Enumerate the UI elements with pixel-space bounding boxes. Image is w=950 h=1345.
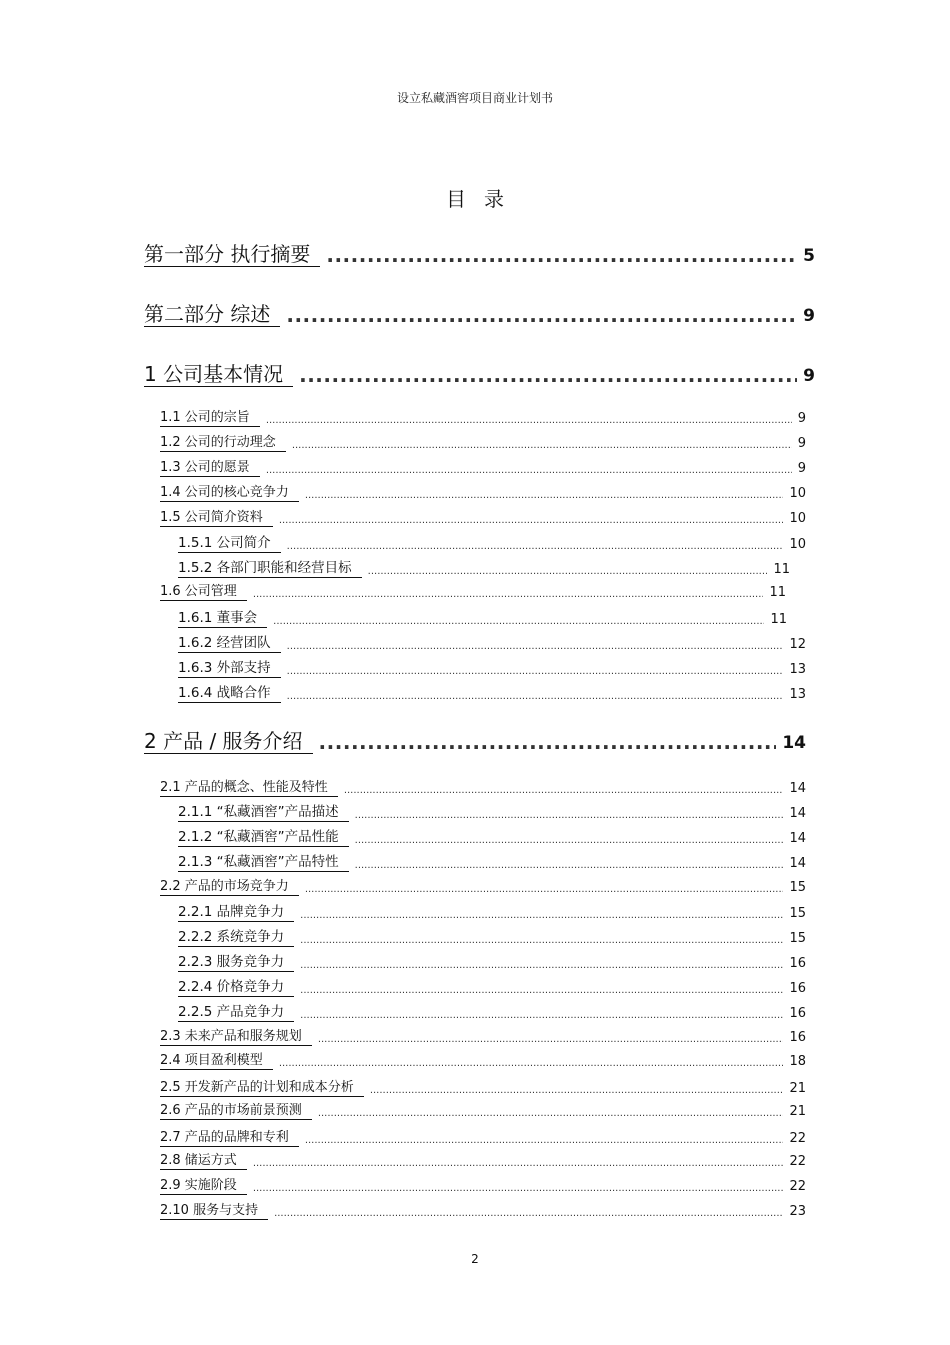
toc-entry-page: 13 [789,686,806,702]
toc-entry-label[interactable]: 1.6.3 外部支持 [178,661,281,678]
toc-leader-dots [305,1135,784,1147]
toc-leader-dots [292,440,792,452]
toc-entry[interactable] [144,303,815,327]
page-number: 2 [471,1252,479,1266]
toc-leader-dots [355,835,784,847]
toc-leader-dots [355,860,784,872]
toc-entry-page: 16 [789,1005,806,1021]
toc-entry-page: 9 [803,366,815,387]
toc-leader-dots [300,910,783,922]
toc-entry-label[interactable]: 2.2.3 服务竞争力 [178,955,294,972]
toc-entry-page: 14 [789,855,806,871]
toc-entry-page: 22 [789,1154,806,1169]
toc-leader-dots [305,884,784,896]
toc-leader-dots [355,810,784,822]
toc-entry-label[interactable]: 1.6.2 经营团队 [178,636,281,653]
toc-entry[interactable] [160,1204,806,1220]
toc-entry-page: 9 [797,436,806,451]
toc-entry-page: 11 [773,561,790,577]
toc-entry[interactable] [178,636,806,653]
toc-entry-label[interactable]: 1.5 公司简介资料 [160,511,273,527]
toc-entry-label[interactable]: 2.2.4 价格竞争力 [178,980,294,997]
toc-entry-page: 13 [789,661,806,677]
toc-entry-page: 10 [789,511,806,526]
toc-leader-dots [344,785,784,797]
toc-leader-dots [318,1034,784,1046]
toc-entry-page: 14 [782,733,806,754]
toc-entry-label[interactable]: 1.5.2 各部门职能和经营目标 [178,561,362,578]
toc-leader-dots [274,1208,783,1220]
toc-leader-dots [287,641,784,653]
toc-entry[interactable] [160,1054,806,1070]
toc-entry[interactable] [160,511,806,527]
toc-entry[interactable] [160,436,806,452]
toc-entry-label[interactable]: 2.4 项目盈利模型 [160,1054,273,1070]
toc-entry-label[interactable]: 1.5.1 公司简介 [178,536,281,553]
toc-entry-page: 9 [797,411,806,426]
toc-leader-dots [300,935,783,947]
toc-entry-label[interactable]: 1.6 公司管理 [160,585,247,601]
toc-entry-label[interactable]: 第二部分 综述 [144,303,280,327]
toc-entry[interactable] [160,1131,806,1147]
toc-entry[interactable] [178,536,806,553]
toc-entry-label[interactable]: 2.1.2 “私藏酒窖”产品性能 [178,830,349,847]
toc-leader-dots [300,960,783,972]
toc-entry-page: 9 [803,306,815,327]
toc-leader-dots [326,244,797,267]
toc-leader-dots [287,691,784,703]
toc-entry-page: 23 [789,1204,806,1219]
toc-entry-page: 14 [789,781,806,796]
toc-entry-label[interactable]: 1.3 公司的愿景 [160,461,260,477]
toc-entry[interactable] [160,411,806,427]
toc-entry-label[interactable]: 2.3 未来产品和服务规划 [160,1030,312,1046]
toc-entry-page: 10 [789,486,806,501]
toc-entry[interactable] [178,661,806,678]
toc-leader-dots [368,566,768,578]
toc-entry[interactable] [178,830,806,847]
toc-leader-dots [300,985,783,997]
toc-entry-page: 16 [789,955,806,971]
toc-leader-dots [370,1085,784,1097]
toc-leader-dots [279,1058,784,1070]
toc-entry-page: 5 [803,246,815,267]
toc-entry-label[interactable]: 2.1.3 “私藏酒窖”产品特性 [178,855,349,872]
toc-entry-label[interactable]: 2.2.2 系统竞争力 [178,930,294,947]
toc-entry-label[interactable]: 第一部分 执行摘要 [144,243,320,267]
toc-entry-page: 15 [789,880,806,895]
toc-entry[interactable] [160,461,806,477]
toc-entry-page: 21 [789,1104,806,1119]
toc-entry[interactable] [144,243,815,267]
toc-entry-label[interactable]: 2.9 实施阶段 [160,1179,247,1195]
toc-entry[interactable] [178,805,806,822]
toc-leader-dots [318,1108,784,1120]
toc-entry-label[interactable]: 2.2.5 产品竞争力 [178,1005,294,1022]
toc-entry-label[interactable]: 1 公司基本情况 [144,363,293,387]
toc-entry[interactable] [160,880,806,896]
toc-entry-label[interactable]: 1.4 公司的核心竞争力 [160,486,299,502]
toc-entry[interactable] [160,585,786,601]
toc-entry-page: 11 [769,585,786,600]
toc-entry-page: 16 [789,1030,806,1045]
toc-leader-dots [286,304,797,327]
toc-entry-page: 10 [789,536,806,552]
toc-leader-dots [279,515,784,527]
toc-entry[interactable] [160,1104,806,1120]
toc-entry-label[interactable]: 2.1 产品的概念、性能及特性 [160,781,338,797]
toc-entry-page: 9 [797,461,806,476]
toc-entry-label[interactable]: 2.10 服务与支持 [160,1204,268,1220]
toc-leader-dots [300,1010,783,1022]
toc-entry-label[interactable]: 1.6.1 董事会 [178,611,267,628]
toc-entry[interactable] [178,611,787,628]
toc-title: 目录 [446,187,522,211]
toc-entry[interactable] [144,363,815,387]
toc-entry-page: 15 [789,930,806,946]
toc-entry-label[interactable]: 2.6 产品的市场前景预测 [160,1104,312,1120]
toc-entry-label[interactable]: 2.5 开发新产品的计划和成本分析 [160,1081,364,1097]
toc-entry[interactable] [178,955,806,972]
toc-entry-label[interactable]: 2.1.1 “私藏酒窖”产品描述 [178,805,349,822]
toc-leader-dots [266,465,792,477]
toc-entry-page: 14 [789,805,806,821]
toc-leader-dots [253,1158,784,1170]
toc-leader-dots [253,1183,784,1195]
toc-entry-page: 21 [789,1081,806,1096]
toc-entry[interactable] [160,781,806,797]
toc-entry-page: 18 [789,1054,806,1069]
toc-entry-page: 11 [770,611,787,627]
toc-entry[interactable] [178,905,806,922]
toc-entry-label[interactable]: 2.8 储运方式 [160,1154,247,1170]
toc-entry[interactable] [178,980,806,997]
toc-entry-label[interactable]: 1.6.4 战略合作 [178,686,281,703]
toc-entry[interactable] [178,686,806,703]
toc-entry-label[interactable]: 2.2 产品的市场竞争力 [160,880,299,896]
toc-leader-dots [287,666,784,678]
toc-leader-dots [287,541,784,553]
toc-leader-dots [266,415,792,427]
toc-entry-page: 16 [789,980,806,996]
toc-entry-label[interactable]: 1.1 公司的宗旨 [160,411,260,427]
toc-entry-label[interactable]: 2.2.1 品牌竞争力 [178,905,294,922]
toc-leader-dots [319,731,777,754]
toc-entry[interactable] [178,561,790,578]
toc-entry[interactable] [178,1005,806,1022]
toc-entry-label[interactable]: 1.2 公司的行动理念 [160,436,286,452]
toc-entry-page: 14 [789,830,806,846]
toc-entry-page: 15 [789,905,806,921]
toc-entry-page: 22 [789,1131,806,1146]
toc-entry-page: 22 [789,1179,806,1194]
toc-leader-dots [305,490,784,502]
toc-entry[interactable] [160,1030,806,1046]
toc-entry[interactable] [178,855,806,872]
running-header: 设立私藏酒窖项目商业计划书 [396,91,553,105]
toc-entry-label[interactable]: 2.7 产品的品牌和专利 [160,1131,299,1147]
toc-leader-dots [273,616,764,628]
toc-entry[interactable] [160,1179,806,1195]
toc-leader-dots [253,589,764,601]
toc-leader-dots [299,364,797,387]
toc-entry[interactable] [160,486,806,502]
toc-entry[interactable] [144,730,806,754]
toc-entry[interactable] [160,1154,806,1170]
toc-entry-page: 12 [789,636,806,652]
toc-entry-label[interactable]: 2 产品 / 服务介绍 [144,730,313,754]
toc-entry[interactable] [178,930,806,947]
toc-entry[interactable] [160,1081,806,1097]
